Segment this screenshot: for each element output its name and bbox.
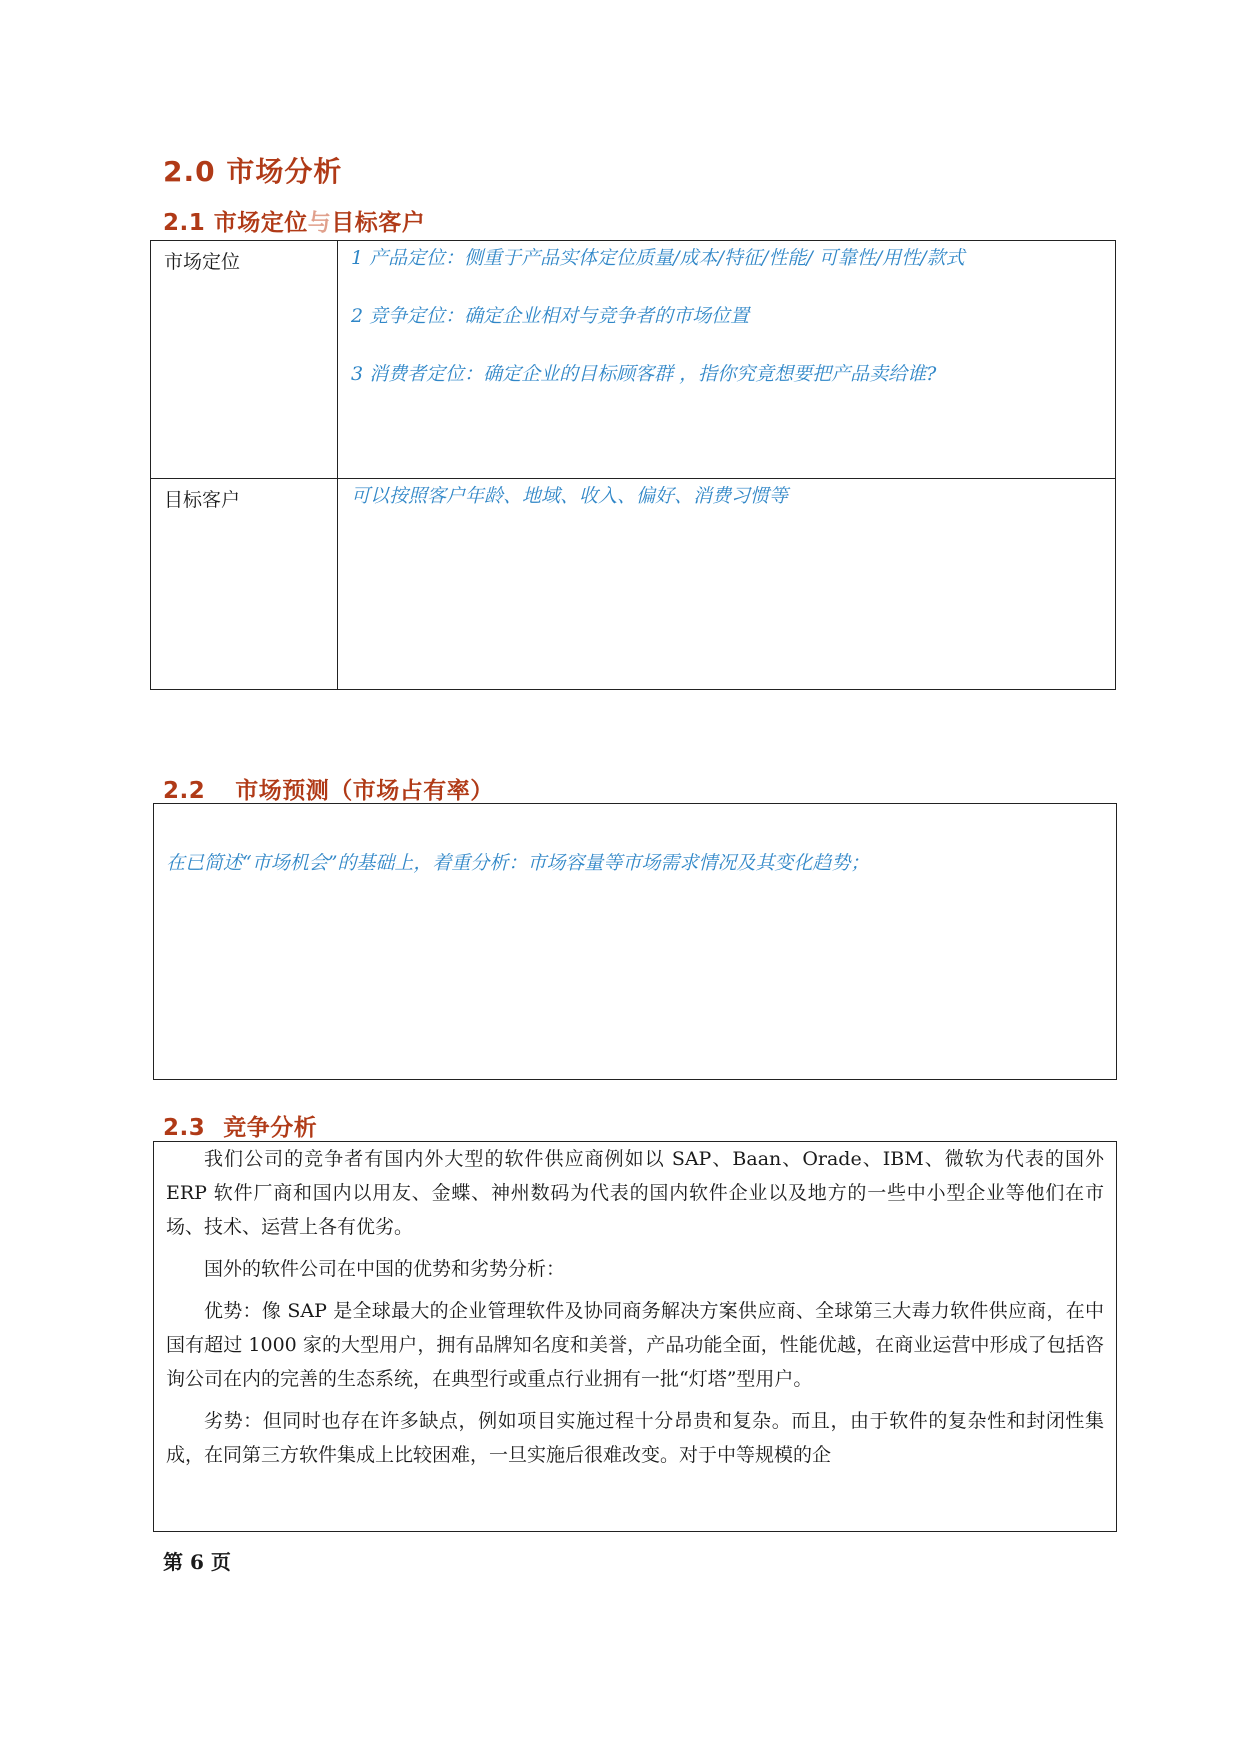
row-label-market-positioning: 市场定位: [151, 241, 338, 479]
heading-2-1-part-a: 2.1 市场定位: [163, 210, 308, 236]
positioning-line-3: 3 消费者定位：确定企业的目标顾客群 ，指你究竟想要把产品卖给谁?: [351, 363, 937, 385]
market-forecast-box[interactable]: [153, 803, 1117, 1080]
competition-paragraph-1: 我们公司的竞争者有国内外大型的软件供应商例如以 SAP、Baan、Orade、IBM、微软为代表的国外 ERP 软件厂商和国内以用友、金蝶、神州数码为代表的国内软件企业以及地方的一些中小型企业等他们在市场、技术、运营上各有优劣。: [166, 1148, 1104, 1238]
heading-2-2-text: 市场预测（市场占有率）: [235, 778, 494, 804]
heading-2-1-part-c: 目标客户: [331, 210, 426, 236]
competition-analysis-box[interactable]: [153, 1141, 1117, 1532]
section-heading-2-1: [163, 204, 425, 237]
row-label-target-customer: 目标客户: [151, 479, 338, 690]
heading-2-3-number: 2.3: [163, 1115, 206, 1141]
competition-paragraph-2: 国外的软件公司在中国的优势和劣势分析：: [204, 1258, 566, 1280]
positioning-line-1: 1 产品定位：侧重于产品实体定位质量/成本/特征/性能/ 可靠性/用性/款式: [351, 247, 965, 269]
table-row: [151, 479, 1116, 690]
table-row: [151, 241, 1116, 479]
market-forecast-text: 在已简述“市场机会”的基础上，着重分析：市场容量等市场需求情况及其变化趋势；: [166, 852, 870, 874]
competition-paragraph-3: 优势：像 SAP 是全球最大的企业管理软件及协同商务解决方案供应商、全球第三大毒力软件供应商，在中国有超过 1000 家的大型用户，拥有品牌知名度和美誉，产品功能全面，性能优越，在商业运营中形成了包括咨询公司在内的完善的生态系统，在典型行或重点行业拥有一批“灯塔”型用户。: [166, 1300, 1104, 1390]
positioning-table: [150, 240, 1116, 690]
page-number: 第 6 页: [163, 1550, 231, 1574]
section-heading-2-2: [163, 772, 494, 805]
heading-2-3-text: 竞争分析: [223, 1115, 318, 1141]
heading-2-2-number: 2.2: [163, 778, 206, 804]
target-customer-line: 可以按照客户年龄、地域、收入、偏好、消费习惯等: [351, 485, 789, 507]
heading-2-1-part-b: 与: [307, 210, 332, 236]
row-value-target-customer[interactable]: [338, 479, 1116, 690]
row-value-market-positioning[interactable]: [338, 241, 1116, 479]
section-heading-2-0: 2.0 市场分析: [163, 155, 343, 188]
positioning-line-2: 2 竞争定位：确定企业相对与竞争者的市场位置: [351, 305, 750, 327]
section-heading-2-3: [163, 1109, 317, 1142]
competition-paragraph-4: 劣势：但同时也存在许多缺点，例如项目实施过程十分昂贵和复杂。而且，由于软件的复杂性和封闭性集成，在同第三方软件集成上比较困难，一旦实施后很难改变。对于中等规模的企: [166, 1410, 1104, 1466]
